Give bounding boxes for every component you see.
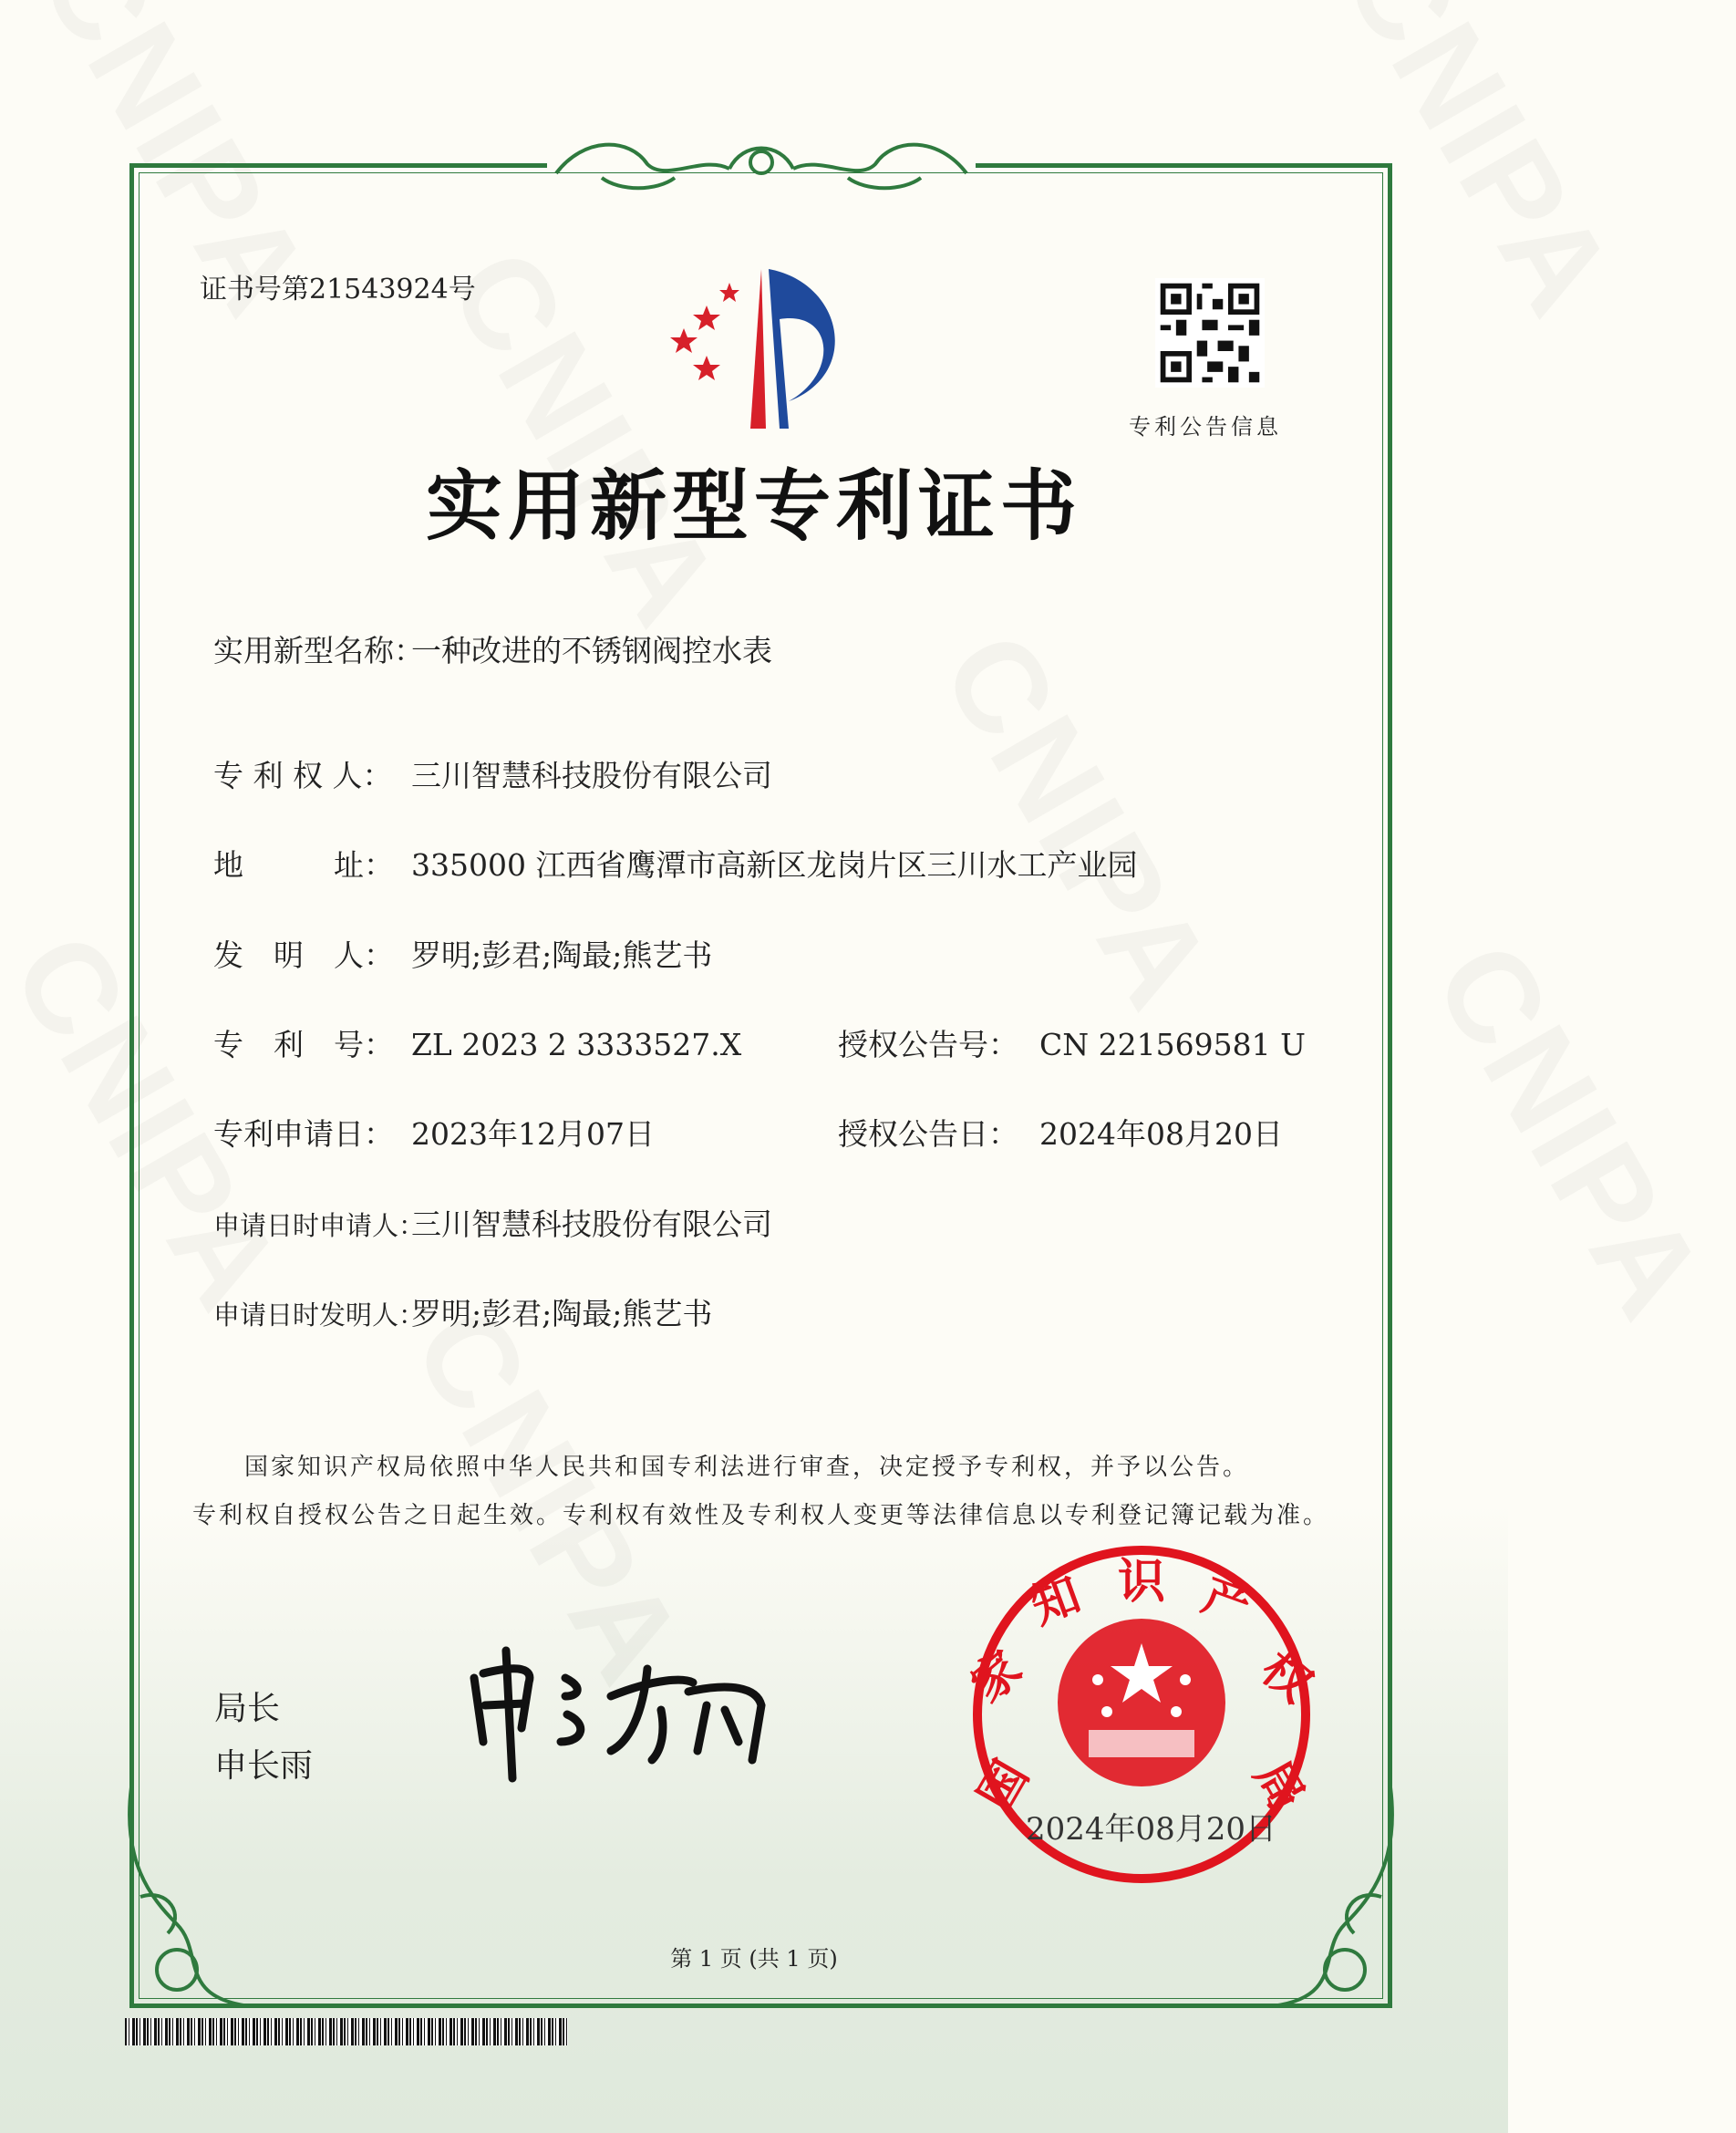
field-label: 发 明 人：	[213, 937, 394, 973]
header-ornament	[547, 128, 976, 201]
notice-line-2: 专利权自授权公告之日起生效。专利权有效性及专利权人变更等法律信息以专利登记簿记载为准。	[192, 1502, 1330, 1529]
qr-code[interactable]	[1155, 278, 1265, 388]
svg-text:产: 产	[1195, 1567, 1259, 1636]
field-label: 专利申请日：	[213, 1116, 394, 1152]
field-value: ZL 2023 2 3333527.X	[411, 1027, 742, 1062]
field-label: 实用新型名称：	[213, 633, 424, 668]
qr-label: 专利公告信息	[1129, 414, 1282, 440]
field-value: CN 221569581 U	[1039, 1027, 1306, 1062]
field-inventors	[213, 932, 712, 975]
notice-line-1: 国家知识产权局依照中华人民共和国专利法进行审查，决定授予专利权，并予以公告。	[244, 1454, 1250, 1481]
svg-text:局: 局	[1243, 1751, 1315, 1821]
svg-text:国: 国	[968, 1751, 1040, 1821]
field-value: 罗明;彭君;陶最;熊艺书	[411, 1296, 713, 1331]
field-value: 2024年08月20日	[1039, 1116, 1283, 1152]
field-value: 335000 江西省鹰潭市高新区龙岗片区三川水工产业园	[411, 847, 1138, 883]
field-value: 三川智慧科技股份有限公司	[411, 1206, 772, 1242]
seal-date: 2024年08月20日	[1026, 1811, 1277, 1848]
field-value: 三川智慧科技股份有限公司	[411, 758, 772, 793]
field-label: 授权公告号：	[838, 1027, 1018, 1062]
svg-text:家: 家	[960, 1641, 1033, 1714]
field-value: 2023年12月07日	[411, 1116, 655, 1152]
director-title: 局长	[214, 1690, 281, 1727]
corner-ornament-left	[122, 1787, 259, 2015]
field-patent-number	[213, 1021, 741, 1064]
watermark	[1405, 919, 1736, 1345]
field-inventors-at-filing	[213, 1290, 712, 1333]
field-value: 罗明;彭君;陶最;熊艺书	[411, 937, 713, 973]
field-utility-model-name	[213, 627, 772, 670]
barcode	[125, 2018, 568, 2045]
certificate-number: 证书号第21543924号	[200, 274, 476, 305]
svg-text:知: 知	[1024, 1567, 1088, 1636]
certificate-title: 实用新型专利证书	[425, 461, 1082, 551]
director-name: 申长雨	[214, 1747, 314, 1785]
field-address	[213, 842, 1137, 885]
svg-text:识: 识	[1117, 1555, 1166, 1610]
page-indicator: 第 1 页 (共 1 页)	[670, 1946, 838, 1972]
field-grant-publication-date	[838, 1111, 1283, 1154]
field-label: 专 利 权 人：	[213, 758, 393, 793]
field-label: 地 址：	[213, 847, 394, 883]
field-applicant-at-filing	[213, 1201, 772, 1244]
field-grant-publication-number	[838, 1021, 1306, 1064]
director-signature	[465, 1641, 780, 1787]
cnipa-logo	[652, 264, 871, 433]
field-filing-date	[213, 1111, 655, 1154]
field-label: 申请日时申请人：	[213, 1210, 426, 1241]
field-label: 授权公告日：	[838, 1116, 1018, 1152]
field-label: 申请日时发明人：	[213, 1299, 426, 1331]
field-value: 一种改进的不锈钢阀控水表	[411, 633, 772, 668]
field-label: 专 利 号：	[213, 1027, 394, 1062]
svg-text:权: 权	[1250, 1641, 1323, 1714]
field-patentee	[213, 752, 772, 795]
